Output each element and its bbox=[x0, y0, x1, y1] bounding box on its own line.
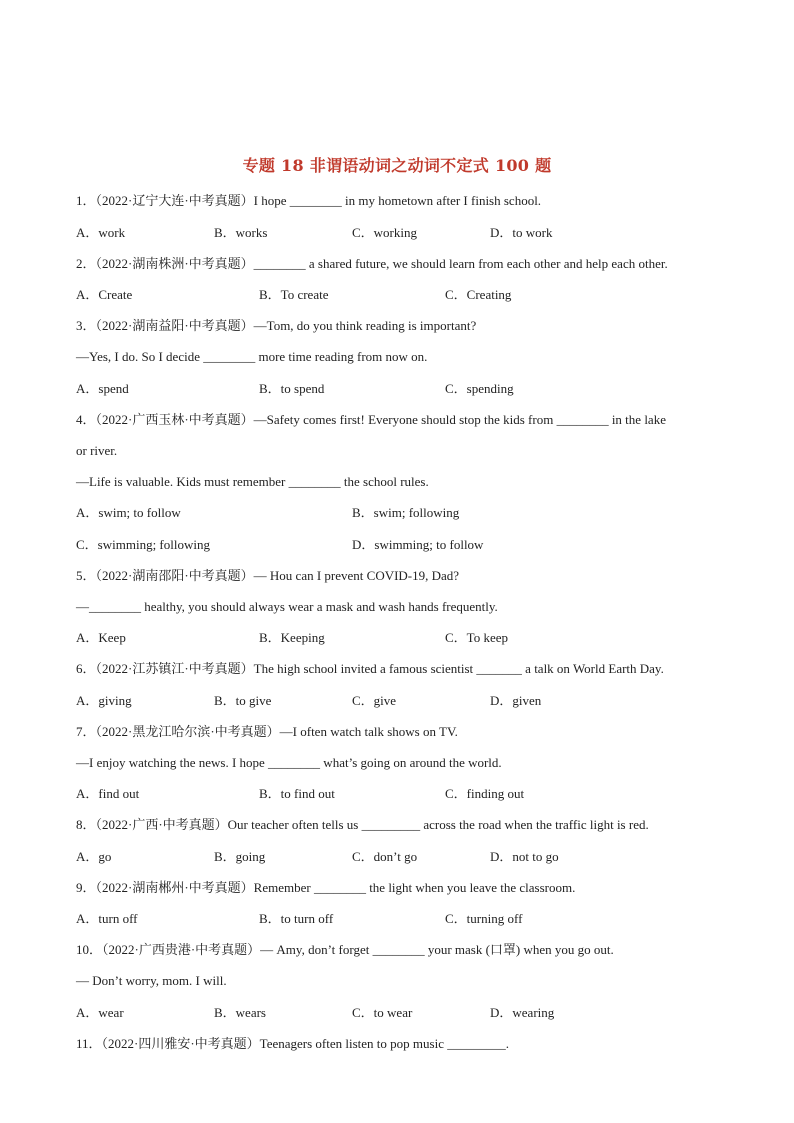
question-10-option-c: C．to wear bbox=[352, 1005, 413, 1020]
question-10-reply: — Don’t worry, mom. I will. bbox=[76, 973, 227, 988]
question-5-stem: 5．（2022·湖南邵阳·中考真题）— Hou can I prevent COVID-19, Dad? bbox=[76, 568, 460, 583]
question-4-stem-cont: or river. bbox=[76, 443, 118, 458]
question-5-option-a: A．Keep bbox=[76, 630, 126, 645]
question-8-option-b: B．going bbox=[214, 849, 266, 864]
question-3-option-b: B．to spend bbox=[259, 381, 325, 396]
question-6-option-b: B．to give bbox=[214, 693, 272, 708]
question-10-option-b: B．wears bbox=[214, 1005, 266, 1020]
question-2-option-c: C．Creating bbox=[445, 287, 512, 302]
question-1-option-a: A．work bbox=[76, 225, 126, 240]
question-3-option-a: A．spend bbox=[76, 381, 129, 396]
question-9-option-c: C．turning off bbox=[445, 911, 523, 926]
question-4-stem: 4．（2022·广西玉林·中考真题）—Safety comes first! Everyone should stop the kids from ________ in the lake bbox=[76, 412, 666, 427]
question-5-option-c: C．To keep bbox=[445, 630, 508, 645]
question-2-option-a: A．Create bbox=[76, 287, 133, 302]
question-7-reply: —I enjoy watching the news. I hope ________ what’s going on around the world. bbox=[76, 755, 502, 770]
question-1-option-b: B．works bbox=[214, 225, 268, 240]
question-10-option-a: A．wear bbox=[76, 1005, 124, 1020]
question-8-option-c: C．don’t go bbox=[352, 849, 418, 864]
question-6-option-d: D．given bbox=[490, 693, 542, 708]
question-7-option-b: B．to find out bbox=[259, 786, 335, 801]
question-9-stem: 9．（2022·湖南郴州·中考真题）Remember ________ the light when you leave the classroom. bbox=[76, 880, 576, 895]
question-11-stem: 11．（2022·四川雅安·中考真题）Teenagers often listen to pop music _________. bbox=[76, 1036, 509, 1051]
question-4-option-a: A．swim; to follow bbox=[76, 505, 181, 520]
question-7-stem: 7．（2022·黑龙江哈尔滨·中考真题）—I often watch talk shows on TV. bbox=[76, 724, 458, 739]
question-7-option-a: A．find out bbox=[76, 786, 140, 801]
question-7-option-c: C．finding out bbox=[445, 786, 525, 801]
question-10-stem: 10．（2022·广西贵港·中考真题）— Amy, don’t forget ________ your mask (口罩) when you go out. bbox=[76, 942, 614, 957]
question-2-stem: 2．（2022·湖南株洲·中考真题）________ a shared future, we should learn from each other and help each other. bbox=[76, 256, 668, 271]
question-8-option-a: A．go bbox=[76, 849, 112, 864]
question-6-option-a: A．giving bbox=[76, 693, 132, 708]
question-3-stem: 3．（2022·湖南益阳·中考真题）—Tom, do you think reading is important? bbox=[76, 318, 477, 333]
page-title: 专题 18 非谓语动词之动词不定式 100 题 bbox=[242, 156, 552, 175]
question-2-option-b: B．To create bbox=[259, 287, 329, 302]
question-5-option-b: B．Keeping bbox=[259, 630, 325, 645]
question-9-option-b: B．to turn off bbox=[259, 911, 334, 926]
question-8-option-d: D．not to go bbox=[490, 849, 559, 864]
question-4-option-d: D．swimming; to follow bbox=[352, 537, 484, 552]
question-5-reply: —________ healthy, you should always wear a mask and wash hands frequently. bbox=[76, 599, 498, 614]
question-3-option-c: C．spending bbox=[445, 381, 514, 396]
question-4-option-b: B．swim; following bbox=[352, 505, 460, 520]
question-8-stem: 8．（2022·广西·中考真题）Our teacher often tells us _________ across the road when the traffic light is red. bbox=[76, 817, 649, 832]
question-10-option-d: D．wearing bbox=[490, 1005, 555, 1020]
question-4-option-c: C．swimming; following bbox=[76, 537, 210, 552]
question-3-reply: —Yes, I do. So I decide ________ more time reading from now on. bbox=[76, 349, 428, 364]
question-1-stem: 1．（2022·辽宁大连·中考真题）I hope ________ in my hometown after I finish school. bbox=[76, 193, 542, 208]
question-1-option-d: D．to work bbox=[490, 225, 553, 240]
question-4-reply: —Life is valuable. Kids must remember ________ the school rules. bbox=[76, 474, 429, 489]
question-1-option-c: C．working bbox=[352, 225, 418, 240]
question-9-option-a: A．turn off bbox=[76, 911, 138, 926]
question-6-option-c: C．give bbox=[352, 693, 397, 708]
question-6-stem: 6．（2022·江苏镇江·中考真题）The high school invited a famous scientist _______ a talk on World Earth Day. bbox=[76, 661, 664, 676]
